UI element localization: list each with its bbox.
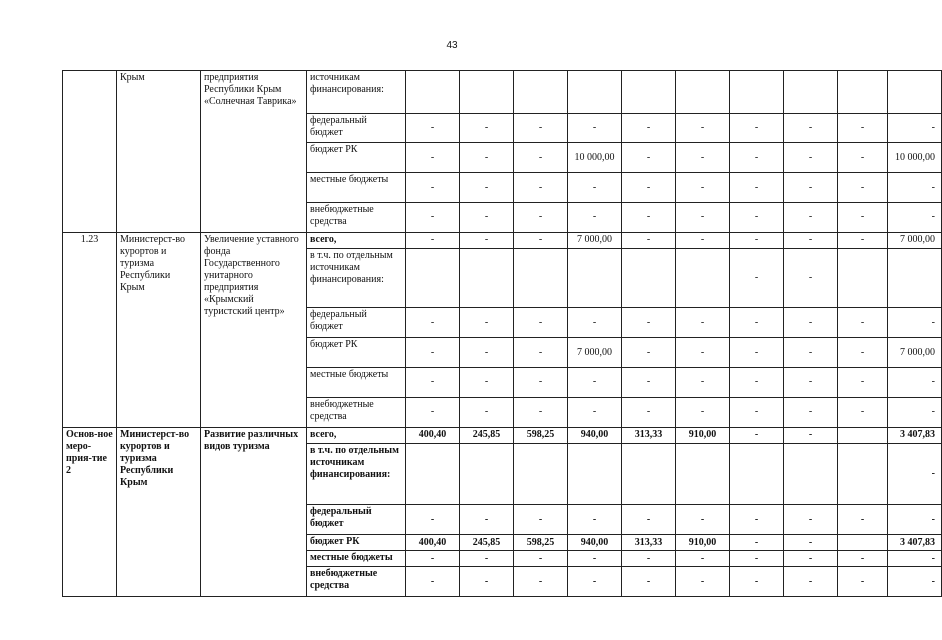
year-value-cell: - xyxy=(568,308,622,338)
year-value-cell: - xyxy=(406,338,460,368)
year-value-cell xyxy=(676,443,730,505)
total-cell: - xyxy=(888,368,942,398)
page-number: 43 xyxy=(446,40,458,51)
year-value-cell: - xyxy=(838,551,888,567)
funding-source-label: внебюджетные средства xyxy=(307,567,406,597)
year-value-cell: - xyxy=(784,551,838,567)
funding-source-label: всего, xyxy=(307,232,406,248)
year-value-cell xyxy=(514,443,568,505)
year-value-cell: - xyxy=(514,368,568,398)
year-value-cell: - xyxy=(460,368,514,398)
year-value-cell: - xyxy=(676,143,730,173)
year-value-cell: - xyxy=(406,567,460,597)
year-value-cell: - xyxy=(406,203,460,233)
year-value-cell: - xyxy=(784,368,838,398)
year-value-cell: 313,33 xyxy=(622,535,676,551)
year-value-cell: - xyxy=(622,551,676,567)
year-value-cell: - xyxy=(460,203,514,233)
year-value-cell: - xyxy=(406,173,460,203)
year-value-cell: - xyxy=(568,203,622,233)
year-value-cell: - xyxy=(568,505,622,535)
year-value-cell: - xyxy=(730,397,784,427)
year-value-cell: - xyxy=(622,143,676,173)
year-value-cell: - xyxy=(676,203,730,233)
year-value-cell: 313,33 xyxy=(622,427,676,443)
year-value-cell: - xyxy=(838,567,888,597)
year-value-cell: 400,40 xyxy=(406,535,460,551)
year-value-cell: - xyxy=(460,113,514,143)
year-value-cell: - xyxy=(784,203,838,233)
table-row xyxy=(63,232,942,248)
year-value-cell: 245,85 xyxy=(460,535,514,551)
year-value-cell xyxy=(622,248,676,308)
year-value-cell: 245,85 xyxy=(460,427,514,443)
year-value-cell: - xyxy=(784,505,838,535)
year-value-cell: - xyxy=(730,113,784,143)
year-value-cell: - xyxy=(622,203,676,233)
total-cell: - xyxy=(888,203,942,233)
funding-source-label: местные бюджеты xyxy=(307,368,406,398)
total-cell: - xyxy=(888,505,942,535)
funding-source-label: федеральный бюджет xyxy=(307,505,406,535)
year-value-cell: - xyxy=(730,368,784,398)
year-value-cell xyxy=(406,71,460,114)
funding-source-label: местные бюджеты xyxy=(307,551,406,567)
year-value-cell: - xyxy=(568,113,622,143)
year-value-cell xyxy=(568,248,622,308)
executor-cell: Крым xyxy=(117,71,201,233)
year-value-cell xyxy=(730,71,784,114)
total-cell: - xyxy=(888,113,942,143)
year-value-cell: - xyxy=(676,232,730,248)
year-value-cell: - xyxy=(730,308,784,338)
year-value-cell: - xyxy=(838,505,888,535)
year-value-cell: - xyxy=(838,308,888,338)
year-value-cell: 400,40 xyxy=(406,427,460,443)
year-value-cell xyxy=(784,443,838,505)
year-value-cell: - xyxy=(514,397,568,427)
year-value-cell: - xyxy=(730,232,784,248)
year-value-cell: - xyxy=(406,368,460,398)
year-value-cell: - xyxy=(730,143,784,173)
total-cell: - xyxy=(888,551,942,567)
year-value-cell xyxy=(838,443,888,505)
year-value-cell: 7 000,00 xyxy=(568,232,622,248)
funding-source-label: всего, xyxy=(307,427,406,443)
year-value-cell: - xyxy=(514,338,568,368)
total-cell: 7 000,00 xyxy=(888,338,942,368)
year-value-cell: - xyxy=(622,505,676,535)
year-value-cell xyxy=(406,443,460,505)
funding-source-label: в т.ч. по отдельным источникам финансирования: xyxy=(307,443,406,505)
year-value-cell xyxy=(514,248,568,308)
year-value-cell: - xyxy=(460,397,514,427)
total-cell: - xyxy=(888,173,942,203)
year-value-cell: 940,00 xyxy=(568,427,622,443)
year-value-cell: - xyxy=(568,567,622,597)
year-value-cell: - xyxy=(784,173,838,203)
row-number-cell xyxy=(63,71,117,233)
year-value-cell: - xyxy=(568,173,622,203)
year-value-cell: 940,00 xyxy=(568,535,622,551)
year-value-cell: - xyxy=(730,551,784,567)
year-value-cell: - xyxy=(406,143,460,173)
year-value-cell: - xyxy=(406,232,460,248)
total-cell: - xyxy=(888,443,942,505)
year-value-cell xyxy=(406,248,460,308)
year-value-cell: 7 000,00 xyxy=(568,338,622,368)
year-value-cell: - xyxy=(730,248,784,308)
year-value-cell xyxy=(460,443,514,505)
year-value-cell: - xyxy=(838,397,888,427)
year-value-cell: - xyxy=(460,143,514,173)
year-value-cell: - xyxy=(784,427,838,443)
total-cell: 3 407,83 xyxy=(888,535,942,551)
year-value-cell: - xyxy=(676,368,730,398)
year-value-cell xyxy=(622,71,676,114)
year-value-cell: - xyxy=(622,308,676,338)
year-value-cell: - xyxy=(730,427,784,443)
year-value-cell: - xyxy=(784,397,838,427)
year-value-cell: - xyxy=(460,308,514,338)
total-cell: 10 000,00 xyxy=(888,143,942,173)
total-cell: - xyxy=(888,567,942,597)
year-value-cell: - xyxy=(676,173,730,203)
year-value-cell xyxy=(460,71,514,114)
year-value-cell: - xyxy=(406,397,460,427)
year-value-cell xyxy=(838,71,888,114)
year-value-cell xyxy=(838,248,888,308)
year-value-cell: - xyxy=(514,551,568,567)
year-value-cell: - xyxy=(406,505,460,535)
year-value-cell: - xyxy=(676,397,730,427)
budget-table xyxy=(62,70,942,597)
year-value-cell: - xyxy=(676,505,730,535)
year-value-cell: - xyxy=(460,551,514,567)
year-value-cell: - xyxy=(568,368,622,398)
year-value-cell: - xyxy=(676,113,730,143)
year-value-cell: - xyxy=(838,338,888,368)
year-value-cell: - xyxy=(676,338,730,368)
year-value-cell: - xyxy=(622,567,676,597)
year-value-cell: 598,25 xyxy=(514,535,568,551)
total-cell: 3 407,83 xyxy=(888,427,942,443)
year-value-cell: 598,25 xyxy=(514,427,568,443)
funding-source-label: бюджет РК xyxy=(307,535,406,551)
year-value-cell xyxy=(460,248,514,308)
year-value-cell: - xyxy=(514,143,568,173)
funding-source-label: в т.ч. по отдельным источникам финансирования: xyxy=(307,248,406,308)
year-value-cell: - xyxy=(622,338,676,368)
year-value-cell: - xyxy=(730,338,784,368)
year-value-cell xyxy=(676,71,730,114)
year-value-cell: - xyxy=(730,535,784,551)
year-value-cell: - xyxy=(406,551,460,567)
year-value-cell: - xyxy=(460,338,514,368)
year-value-cell: - xyxy=(514,505,568,535)
year-value-cell: - xyxy=(406,308,460,338)
year-value-cell: - xyxy=(568,551,622,567)
year-value-cell: - xyxy=(784,567,838,597)
year-value-cell: - xyxy=(838,232,888,248)
year-value-cell: 10 000,00 xyxy=(568,143,622,173)
year-value-cell: - xyxy=(838,368,888,398)
executor-cell: Министерст-во курортов и туризма Республики Крым xyxy=(117,232,201,427)
year-value-cell xyxy=(784,71,838,114)
year-value-cell: - xyxy=(730,173,784,203)
funding-source-label: бюджет РК xyxy=(307,143,406,173)
total-cell xyxy=(888,248,942,308)
year-value-cell xyxy=(514,71,568,114)
year-value-cell xyxy=(568,71,622,114)
year-value-cell: - xyxy=(622,368,676,398)
year-value-cell: - xyxy=(784,113,838,143)
year-value-cell: - xyxy=(460,173,514,203)
total-cell: - xyxy=(888,308,942,338)
funding-source-label: внебюджетные средства xyxy=(307,203,406,233)
year-value-cell: 910,00 xyxy=(676,535,730,551)
year-value-cell: - xyxy=(730,203,784,233)
year-value-cell: - xyxy=(406,113,460,143)
year-value-cell xyxy=(838,535,888,551)
year-value-cell: - xyxy=(838,143,888,173)
funding-source-label: местные бюджеты xyxy=(307,173,406,203)
year-value-cell: - xyxy=(514,567,568,597)
year-value-cell: - xyxy=(460,505,514,535)
measure-name-cell: предприятия Республики Крым «Солнечная Таврика» xyxy=(201,71,307,233)
year-value-cell: 910,00 xyxy=(676,427,730,443)
measure-name-cell: Развитие различных видов туризма xyxy=(201,427,307,596)
total-cell xyxy=(888,71,942,114)
year-value-cell xyxy=(676,248,730,308)
year-value-cell: - xyxy=(838,113,888,143)
year-value-cell: - xyxy=(568,397,622,427)
year-value-cell: - xyxy=(622,113,676,143)
year-value-cell: - xyxy=(514,173,568,203)
year-value-cell: - xyxy=(784,535,838,551)
year-value-cell: - xyxy=(838,203,888,233)
table-row xyxy=(63,71,942,114)
year-value-cell: - xyxy=(784,338,838,368)
year-value-cell: - xyxy=(676,551,730,567)
year-value-cell: - xyxy=(622,232,676,248)
year-value-cell xyxy=(568,443,622,505)
year-value-cell: - xyxy=(784,308,838,338)
total-cell: - xyxy=(888,397,942,427)
row-number-cell: 1.23 xyxy=(63,232,117,427)
year-value-cell xyxy=(838,427,888,443)
year-value-cell: - xyxy=(622,173,676,203)
year-value-cell: - xyxy=(676,567,730,597)
year-value-cell: - xyxy=(838,173,888,203)
year-value-cell xyxy=(622,443,676,505)
funding-source-label: федеральный бюджет xyxy=(307,113,406,143)
year-value-cell: - xyxy=(784,248,838,308)
year-value-cell xyxy=(730,443,784,505)
row-number-cell: Основ-ное меро-прия-тие 2 xyxy=(63,427,117,596)
year-value-cell: - xyxy=(784,232,838,248)
total-cell: 7 000,00 xyxy=(888,232,942,248)
year-value-cell: - xyxy=(460,232,514,248)
year-value-cell: - xyxy=(622,397,676,427)
table-row xyxy=(63,427,942,443)
year-value-cell: - xyxy=(514,232,568,248)
year-value-cell: - xyxy=(676,308,730,338)
funding-source-label: федеральный бюджет xyxy=(307,308,406,338)
funding-source-label: источникам финансирования: xyxy=(307,71,406,114)
funding-source-label: внебюджетные средства xyxy=(307,397,406,427)
year-value-cell: - xyxy=(784,143,838,173)
year-value-cell: - xyxy=(730,505,784,535)
executor-cell: Министерст-во курортов и туризма Республики Крым xyxy=(117,427,201,596)
year-value-cell: - xyxy=(730,567,784,597)
year-value-cell: - xyxy=(514,113,568,143)
measure-name-cell: Увеличение уставного фонда Государственного унитарного предприятия «Крымский туристский центр» xyxy=(201,232,307,427)
year-value-cell: - xyxy=(514,203,568,233)
funding-source-label: бюджет РК xyxy=(307,338,406,368)
year-value-cell: - xyxy=(460,567,514,597)
year-value-cell: - xyxy=(514,308,568,338)
